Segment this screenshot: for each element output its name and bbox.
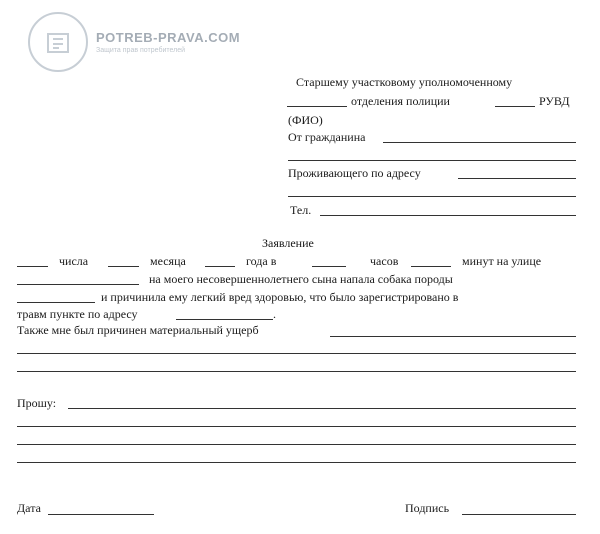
scales-icon [41,25,75,59]
from-blank[interactable] [383,142,576,143]
trauma-address-blank[interactable] [176,319,273,320]
damage-line: Также мне был причинен материальный ущерб [17,323,259,337]
minutes-label: минут на улице [462,254,542,268]
phone-blank[interactable] [320,215,576,216]
hours-blank[interactable] [312,266,346,267]
department-line: отделения полиции [351,94,450,108]
incident-line: на моего несовершеннолетнего сына напала собака породы [149,272,453,286]
street-blank[interactable] [17,284,139,285]
minutes-blank[interactable] [411,266,451,267]
month-blank[interactable] [108,266,139,267]
document-title: Заявление [262,236,314,250]
date-blank[interactable] [48,514,154,515]
request-blank-4[interactable] [17,462,576,463]
address-blank[interactable] [458,178,576,179]
signature-label: Подпись [405,501,450,515]
year-label: года в [246,254,277,268]
breed-blank[interactable] [17,302,95,303]
trauma-line-end: . [273,307,276,321]
department-number-blank[interactable] [287,106,347,107]
department-suffix: РУВД [539,94,570,108]
date-label: Дата [17,501,41,515]
year-blank[interactable] [205,266,235,267]
from-label: От гражданина [288,130,366,144]
injury-line: и причинила ему легкий вред здоровью, что было зарегистрировано в [101,290,459,304]
request-blank[interactable] [68,408,576,409]
watermark-logo [28,12,240,72]
logo-emblem [28,12,88,72]
from-blank-2[interactable] [288,160,576,161]
hours-label: часов [370,254,399,268]
damage-blank-2[interactable] [17,353,576,354]
request-blank-2[interactable] [17,426,576,427]
district-blank[interactable] [495,106,535,107]
damage-blank[interactable] [330,336,576,337]
month-label: месяца [150,254,186,268]
request-blank-3[interactable] [17,444,576,445]
addressee-line: Старшему участковому уполномоченному [296,75,513,89]
address-label: Проживающего по адресу [288,166,421,180]
day-label: числа [59,254,89,268]
name-hint: (ФИО) [288,113,323,127]
signature-blank[interactable] [462,514,576,515]
address-blank-2[interactable] [288,196,576,197]
damage-blank-3[interactable] [17,371,576,372]
watermark-site: POTREB-PRAVA.COM [96,30,241,45]
trauma-line: травм пункте по адресу [17,307,138,321]
day-blank[interactable] [17,266,48,267]
watermark-subtitle: Защита прав потребителей [96,47,186,54]
phone-label: Тел. [290,203,312,217]
request-label: Прошу: [17,396,57,410]
